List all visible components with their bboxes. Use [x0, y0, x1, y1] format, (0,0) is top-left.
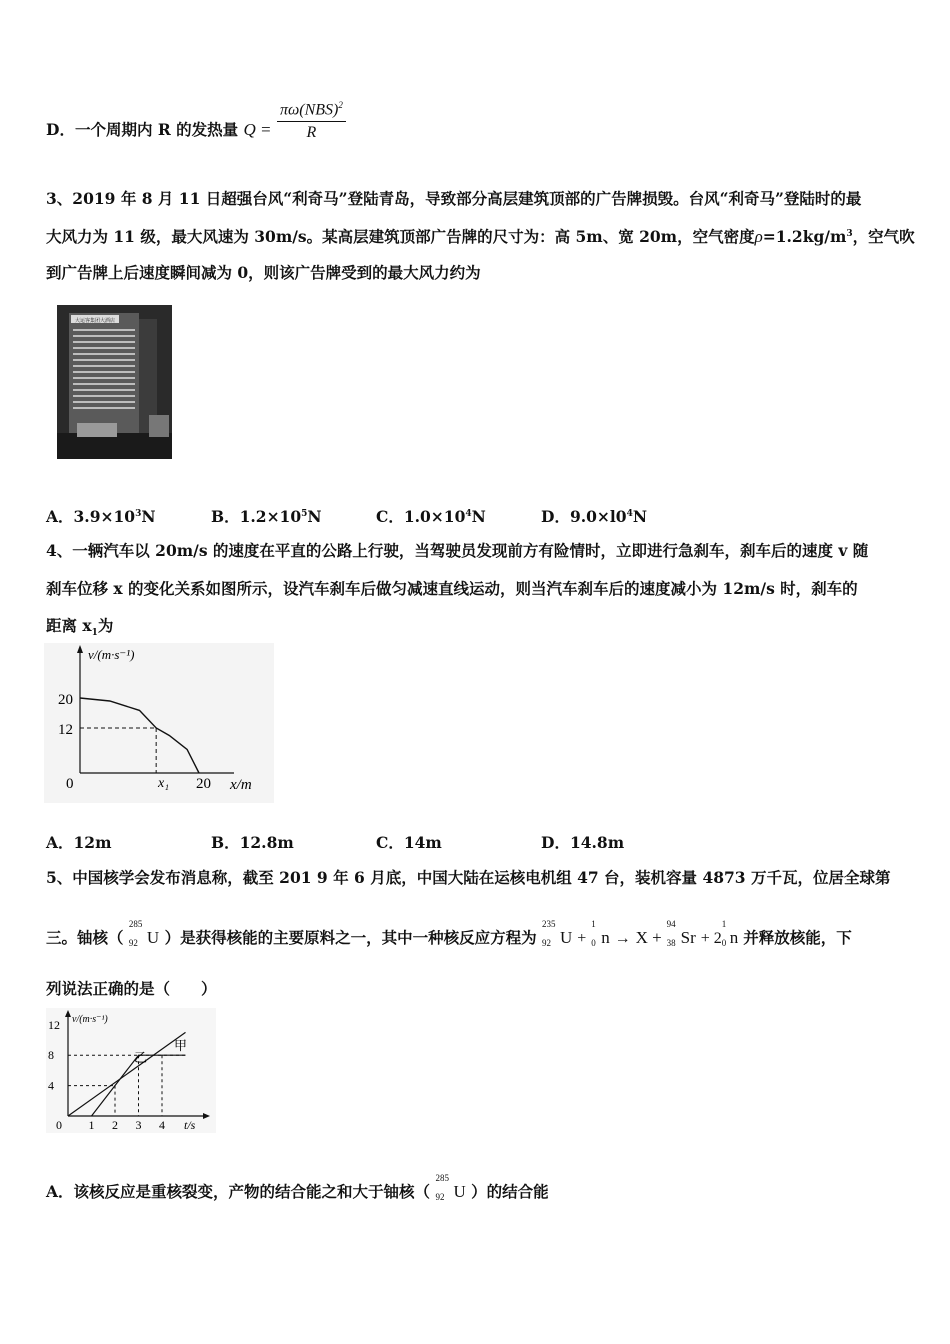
vt-tick-y12: 12	[48, 1017, 60, 1032]
q4-option-b[interactable]: B．12.8m	[211, 833, 294, 852]
vx-y-label: v/(m·s⁻¹)	[88, 647, 135, 662]
vx-chart	[44, 643, 274, 803]
uranium-nuclide: 285 92 U	[128, 919, 160, 948]
q3-option-a[interactable]: A．$3.9\times 10^3N$	[46, 507, 156, 526]
vt-tick-x2: 2	[112, 1118, 118, 1132]
q4-option-c[interactable]: C．14m	[376, 833, 442, 852]
vx-tick-y12: 12	[58, 722, 73, 738]
vx-x-label: x/m	[230, 777, 252, 793]
vx-tick-x2: 20	[196, 776, 211, 792]
vt-chart	[46, 1008, 216, 1133]
q5-option-a[interactable]: A．该核反应是重核裂变，产物的结合能之和大于铀核（ 285 92 U ）的结合能	[46, 1173, 549, 1202]
q4-line3: 距离 $x_1$为	[46, 616, 114, 639]
q4-option-d[interactable]: D．14.8m	[541, 833, 625, 852]
vt-series-label-yi: 乙	[134, 1050, 148, 1065]
q5-line2: 三。铀核（ 285 92 U ）是获得核能的主要原料之一，其中一种核反应方程为 235 92 U + 1 0 n → X + 94 38 Sr + 2 1 0 n 并释放核能，下	[46, 919, 852, 948]
vt-tick-x3: 3	[135, 1118, 142, 1132]
reaction-equation: 235 92 U + 1 0 n → X + 94 38 Sr + 2 1 0 n	[542, 919, 739, 948]
q3-line2b-exp: 3	[846, 228, 853, 239]
q3-line2a: 大风力为 11 级，最大风速为 30m/s。某高层建筑顶部广告牌的尺寸为：高 5m、宽 20m，空气密度	[46, 227, 755, 246]
vx-tick-y20: 20	[58, 692, 73, 708]
vt-series-label-jia: 甲	[174, 1038, 188, 1053]
formula-numerator: πω(NBS)	[279, 101, 339, 119]
vx-tick-x0: 0	[66, 776, 74, 792]
q3-line2b: =1.2kg/m	[762, 227, 847, 246]
vt-y-label: v/(m·s⁻¹)	[72, 1014, 108, 1025]
building-photo	[57, 305, 172, 459]
vt-x-label: t/s	[184, 1118, 196, 1132]
q4-option-a[interactable]: A．12m	[46, 833, 112, 852]
vt-tick-x0: 0	[56, 1118, 62, 1132]
q3-line2	[46, 225, 915, 247]
q4-line2: 刹车位移 x 的变化关系如图所示，设汽车刹车后做匀减速直线运动，则当汽车刹车后的速度减小为 12m/s 时，刹车的	[46, 579, 858, 598]
photo-sign-text: 大运客集团大酒店	[74, 319, 116, 324]
q3-option-c[interactable]: C．$1.0\times 10^4N$	[376, 507, 486, 526]
vt-tick-y8: 8	[48, 1048, 54, 1063]
q3-option-d[interactable]: D．$9.0\times l0^4N$	[541, 507, 648, 526]
formula-denominator: R	[306, 124, 317, 142]
formula-exponent: 2	[338, 99, 343, 110]
option-d-label: D．一个周期内 R 的发热量	[46, 120, 239, 139]
q3-line3: 到广告牌上后速度瞬间减为 0，则该广告牌受到的最大风力约为	[46, 263, 481, 282]
q3-option-b[interactable]: B．$1.2\times 10^5N$	[211, 507, 322, 526]
q3-line2c: ，空气吹	[852, 227, 915, 246]
q3-line1: 3、2019 年 8 月 11 日超强台风“利奇马”登陆青岛，导致部分高层建筑顶部的广告牌损毁。台风“利奇马”登陆时的最	[46, 189, 862, 208]
formula-lhs: Q =	[243, 120, 272, 139]
vx-tick-x1: x₁	[158, 776, 170, 791]
q5-line1: 5、中国核学会发布消息称，截至 201 9 年 6 月底，中国大陆在运核电机组 47 台，装机容量 4873 万千瓦，位居全球第	[46, 868, 891, 887]
vt-tick-x1: 1	[88, 1118, 95, 1132]
q4-line1: 4、一辆汽车以 20m/s 的速度在平直的公路上行驶，当驾驶员发现前方有险情时，立即进行急刹车，刹车后的速度 v 随	[46, 541, 869, 560]
vt-tick-x4: 4	[159, 1118, 165, 1132]
uranium-nuclide-2: 285 92 U	[435, 1173, 466, 1202]
rho-symbol: ρ	[754, 227, 763, 246]
heat-formula	[277, 100, 346, 142]
q5-line3: 列说法正确的是（ ）	[46, 979, 217, 998]
vt-tick-y4: 4	[48, 1078, 54, 1093]
